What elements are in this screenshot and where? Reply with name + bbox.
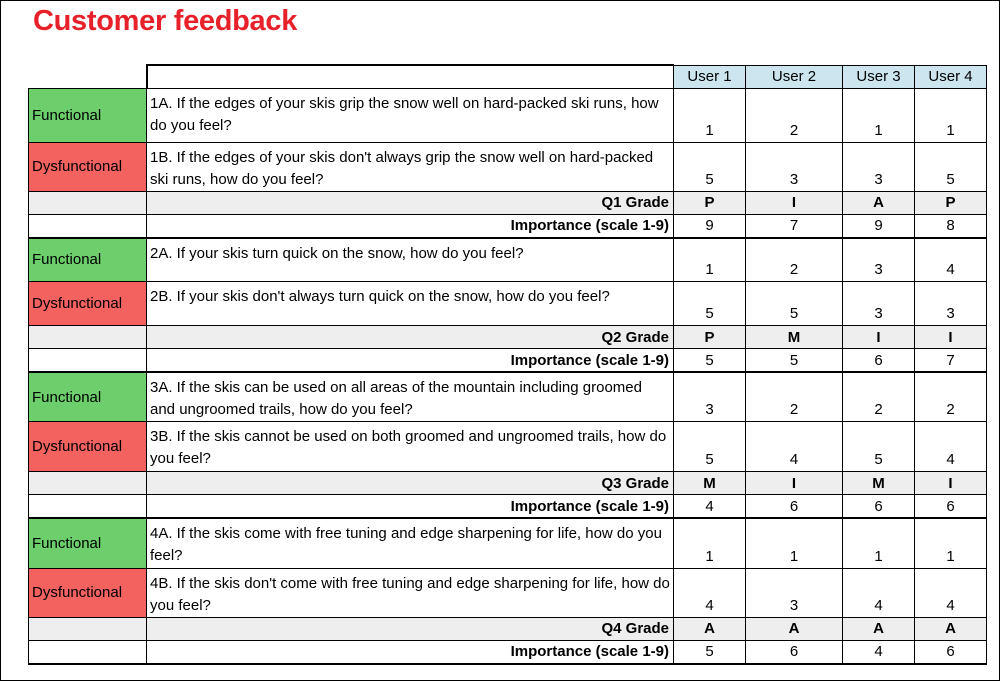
table-row [29,372,987,422]
functional-question: 1A. If the edges of your skis grip the snow well on hard-packed ski runs, how do you feel? [147,88,674,142]
functional-answer: 1 [674,88,746,142]
dysfunctional-question: 3B. If the skis cannot be used on both groomed and ungroomed trails, how do you feel? [147,422,674,472]
header-user-1: User 1 [674,65,746,88]
grade-value: A [843,191,915,214]
grade-value: A [746,617,843,640]
table-row [29,142,987,191]
table-row [29,422,987,472]
dysfunctional-answer: 5 [746,282,843,326]
grade-value: I [915,472,987,495]
importance-row [29,214,987,238]
grade-value: A [674,617,746,640]
table-row [29,238,987,282]
grade-row [29,326,987,349]
grade-row-spacer [29,326,147,349]
grade-value: I [746,472,843,495]
dysfunctional-answer: 3 [746,142,843,191]
importance-value: 6 [915,495,987,519]
functional-answer: 1 [843,518,915,568]
grade-value: A [915,617,987,640]
dysfunctional-answer: 4 [674,568,746,617]
dysfunctional-answer: 3 [746,568,843,617]
dysfunctional-answer: 5 [674,422,746,472]
importance-row-spacer [29,349,147,373]
functional-answer: 1 [674,518,746,568]
importance-label: Importance (scale 1-9) [147,214,674,238]
importance-value: 5 [746,349,843,373]
functional-answer: 1 [843,88,915,142]
functional-label: Functional [29,88,147,142]
importance-row [29,495,987,519]
functional-answer: 2 [746,88,843,142]
functional-label: Functional [29,238,147,282]
header-user-4: User 4 [915,65,987,88]
header-row [29,65,987,88]
table-row [29,282,987,326]
header-user-3: User 3 [843,65,915,88]
grade-label: Q2 Grade [147,326,674,349]
grade-value: M [746,326,843,349]
header-spacer [29,65,147,88]
header-blank [147,65,674,88]
dysfunctional-label: Dysfunctional [29,568,147,617]
importance-value: 9 [674,214,746,238]
grade-row [29,617,987,640]
functional-answer: 2 [746,238,843,282]
dysfunctional-answer: 4 [915,568,987,617]
importance-value: 7 [746,214,843,238]
dysfunctional-answer: 3 [915,282,987,326]
table-row [29,568,987,617]
dysfunctional-answer: 5 [843,422,915,472]
functional-answer: 4 [915,238,987,282]
importance-value: 6 [915,640,987,664]
dysfunctional-question: 1B. If the edges of your skis don't always grip the snow well on hard-packed ski runs, how do you feel? [147,142,674,191]
grade-row [29,472,987,495]
functional-answer: 1 [915,518,987,568]
importance-value: 5 [674,640,746,664]
functional-question: 3A. If the skis can be used on all areas of the mountain including groomed and ungroomed trails, how do you feel? [147,372,674,422]
dysfunctional-label: Dysfunctional [29,282,147,326]
functional-answer: 2 [746,372,843,422]
functional-answer: 1 [915,88,987,142]
functional-answer: 2 [843,372,915,422]
importance-value: 6 [746,495,843,519]
grade-value: A [843,617,915,640]
functional-label: Functional [29,372,147,422]
functional-question: 2A. If your skis turn quick on the snow, how do you feel? [147,238,674,282]
functional-answer: 3 [843,238,915,282]
grade-row-spacer [29,191,147,214]
dysfunctional-answer: 4 [915,422,987,472]
dysfunctional-answer: 3 [843,282,915,326]
grade-row [29,191,987,214]
importance-value: 5 [674,349,746,373]
importance-value: 4 [843,640,915,664]
functional-answer: 3 [674,372,746,422]
importance-row [29,640,987,664]
table-row [29,518,987,568]
header-user-2: User 2 [746,65,843,88]
dysfunctional-answer: 5 [674,282,746,326]
grade-value: M [843,472,915,495]
grade-row-spacer [29,617,147,640]
grade-value: P [674,326,746,349]
functional-answer: 1 [674,238,746,282]
importance-row-spacer [29,495,147,519]
dysfunctional-label: Dysfunctional [29,422,147,472]
importance-value: 7 [915,349,987,373]
grade-value: I [843,326,915,349]
dysfunctional-answer: 3 [843,142,915,191]
grade-row-spacer [29,472,147,495]
dysfunctional-question: 4B. If the skis don't come with free tuning and edge sharpening for life, how do you feel? [147,568,674,617]
table-row [29,88,987,142]
grade-label: Q3 Grade [147,472,674,495]
importance-value: 6 [843,495,915,519]
importance-value: 8 [915,214,987,238]
dysfunctional-answer: 4 [746,422,843,472]
dysfunctional-question: 2B. If your skis don't always turn quick on the snow, how do you feel? [147,282,674,326]
feedback-table [28,64,987,665]
grade-value: P [915,191,987,214]
importance-value: 6 [843,349,915,373]
grade-value: M [674,472,746,495]
grade-label: Q1 Grade [147,191,674,214]
importance-label: Importance (scale 1-9) [147,349,674,373]
page-title: Customer feedback [33,5,298,37]
dysfunctional-answer: 5 [915,142,987,191]
grade-label: Q4 Grade [147,617,674,640]
dysfunctional-answer: 4 [843,568,915,617]
grade-value: I [915,326,987,349]
importance-row-spacer [29,640,147,664]
functional-label: Functional [29,518,147,568]
importance-value: 9 [843,214,915,238]
functional-question: 4A. If the skis come with free tuning and edge sharpening for life, how do you feel? [147,518,674,568]
dysfunctional-label: Dysfunctional [29,142,147,191]
importance-label: Importance (scale 1-9) [147,495,674,519]
dysfunctional-answer: 5 [674,142,746,191]
importance-row-spacer [29,214,147,238]
importance-row [29,349,987,373]
functional-answer: 2 [915,372,987,422]
importance-value: 4 [674,495,746,519]
importance-value: 6 [746,640,843,664]
grade-value: I [746,191,843,214]
functional-answer: 1 [746,518,843,568]
importance-label: Importance (scale 1-9) [147,640,674,664]
grade-value: P [674,191,746,214]
